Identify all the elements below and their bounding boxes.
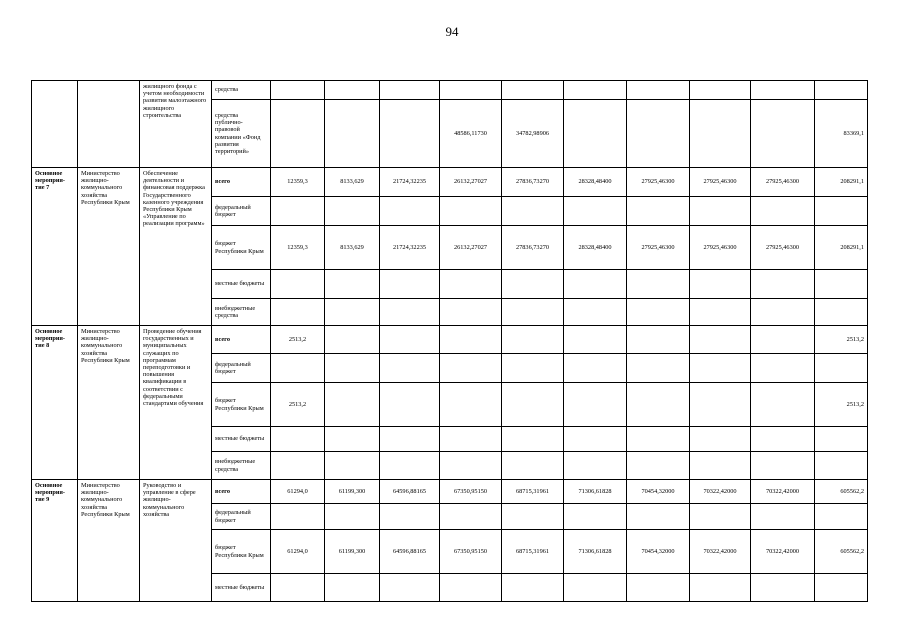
value-cell	[502, 270, 564, 299]
executor-cell	[78, 81, 140, 168]
value-cell	[627, 427, 690, 452]
total-cell: 605562,2	[815, 530, 868, 574]
value-cell: 8133,629	[325, 168, 380, 197]
value-cell	[751, 270, 815, 299]
value-cell: 27925,46300	[690, 168, 751, 197]
table-row	[32, 168, 868, 197]
value-cell: 70322,42000	[751, 530, 815, 574]
value-cell: 67350,95150	[440, 530, 502, 574]
total-cell	[815, 504, 868, 530]
value-cell	[380, 383, 440, 427]
value-cell	[502, 504, 564, 530]
funding-source-cell: федеральный бюджет	[212, 197, 271, 226]
value-cell: 48586,11730	[440, 100, 502, 168]
value-cell	[627, 383, 690, 427]
value-cell	[325, 427, 380, 452]
value-cell: 21724,32235	[380, 168, 440, 197]
table-row	[32, 326, 868, 354]
value-cell	[564, 383, 627, 427]
value-cell: 12359,3	[271, 226, 325, 270]
value-cell	[564, 354, 627, 383]
value-cell	[380, 504, 440, 530]
table-row	[32, 480, 868, 504]
value-cell	[271, 81, 325, 100]
value-cell	[440, 504, 502, 530]
value-cell: 28328,48400	[564, 168, 627, 197]
value-cell	[325, 504, 380, 530]
value-cell	[751, 574, 815, 602]
value-cell: 8133,629	[325, 226, 380, 270]
value-cell	[690, 504, 751, 530]
value-cell	[690, 100, 751, 168]
value-cell	[690, 383, 751, 427]
value-cell	[380, 354, 440, 383]
value-cell: 67350,95150	[440, 480, 502, 504]
value-cell: 27925,46300	[627, 168, 690, 197]
table-row	[32, 81, 868, 100]
value-cell	[440, 299, 502, 326]
funding-source-cell: всего	[212, 326, 271, 354]
page-number: 94	[445, 24, 459, 39]
funding-source-cell: местные бюджеты	[212, 270, 271, 299]
description-cell: Обеспечение деятельности и финансовая поддержка Государственного казенного учреждения Республики Крым «Управление по реализации программ»	[140, 168, 212, 326]
value-cell	[690, 427, 751, 452]
value-cell	[380, 197, 440, 226]
funding-source-cell: средства публично-правовой компании «Фонд развития территорий»	[212, 100, 271, 168]
value-cell	[325, 383, 380, 427]
value-cell	[380, 326, 440, 354]
value-cell	[440, 270, 502, 299]
value-cell	[380, 427, 440, 452]
value-cell	[325, 270, 380, 299]
description-cell: жилищного фонда с учетом необходимости развития малоэтажного жилищного строительства	[140, 81, 212, 168]
funding-source-cell: средства	[212, 81, 271, 100]
value-cell: 68715,31961	[502, 530, 564, 574]
value-cell	[502, 354, 564, 383]
funding-source-cell: федеральный бюджет	[212, 504, 271, 530]
value-cell: 71306,61828	[564, 480, 627, 504]
value-cell: 64596,88165	[380, 530, 440, 574]
total-cell: 2513,2	[815, 383, 868, 427]
value-cell	[564, 270, 627, 299]
value-cell	[271, 100, 325, 168]
value-cell	[564, 574, 627, 602]
value-cell	[502, 197, 564, 226]
funding-source-cell: всего	[212, 480, 271, 504]
value-cell: 70322,42000	[690, 480, 751, 504]
value-cell	[564, 299, 627, 326]
value-cell: 61294,0	[271, 480, 325, 504]
value-cell	[690, 299, 751, 326]
value-cell	[564, 452, 627, 480]
value-cell	[564, 504, 627, 530]
total-cell: 83369,1	[815, 100, 868, 168]
value-cell	[440, 354, 502, 383]
value-cell	[325, 354, 380, 383]
value-cell	[690, 81, 751, 100]
funding-source-cell: бюджет Республики Крым	[212, 383, 271, 427]
value-cell: 61294,0	[271, 530, 325, 574]
value-cell	[380, 574, 440, 602]
value-cell	[564, 81, 627, 100]
value-cell	[564, 326, 627, 354]
value-cell	[564, 197, 627, 226]
value-cell	[440, 383, 502, 427]
value-cell	[564, 427, 627, 452]
value-cell	[690, 574, 751, 602]
value-cell	[271, 452, 325, 480]
value-cell	[440, 326, 502, 354]
budget-table	[31, 80, 868, 602]
value-cell	[380, 100, 440, 168]
value-cell	[751, 299, 815, 326]
value-cell	[751, 504, 815, 530]
value-cell	[690, 326, 751, 354]
description-cell: Проведение обучения государственных и муниципальных служащих по программам переподготовки и повышения квалификации в соответствии с федеральными стандартами обучения	[140, 326, 212, 480]
value-cell	[751, 452, 815, 480]
value-cell	[271, 427, 325, 452]
value-cell	[502, 452, 564, 480]
value-cell: 70322,42000	[751, 480, 815, 504]
total-cell	[815, 427, 868, 452]
value-cell	[325, 574, 380, 602]
value-cell	[564, 100, 627, 168]
value-cell	[502, 326, 564, 354]
total-cell	[815, 197, 868, 226]
value-cell	[440, 574, 502, 602]
value-cell: 26132,27027	[440, 168, 502, 197]
value-cell	[627, 270, 690, 299]
value-cell: 27836,73270	[502, 226, 564, 270]
value-cell	[751, 81, 815, 100]
value-cell	[690, 270, 751, 299]
value-cell: 27925,46300	[751, 226, 815, 270]
total-cell: 208291,1	[815, 168, 868, 197]
value-cell	[380, 270, 440, 299]
value-cell	[380, 81, 440, 100]
value-cell	[502, 427, 564, 452]
total-cell: 208291,1	[815, 226, 868, 270]
value-cell	[627, 326, 690, 354]
value-cell	[502, 383, 564, 427]
value-cell	[690, 452, 751, 480]
total-cell	[815, 270, 868, 299]
value-cell: 71306,61828	[564, 530, 627, 574]
value-cell: 2513,2	[271, 326, 325, 354]
value-cell	[502, 299, 564, 326]
value-cell	[751, 354, 815, 383]
value-cell	[325, 299, 380, 326]
value-cell	[690, 197, 751, 226]
value-cell	[627, 354, 690, 383]
value-cell: 12359,3	[271, 168, 325, 197]
value-cell: 27925,46300	[751, 168, 815, 197]
funding-source-cell: бюджет Республики Крым	[212, 530, 271, 574]
total-cell	[815, 299, 868, 326]
value-cell: 27925,46300	[627, 226, 690, 270]
funding-source-cell: местные бюджеты	[212, 574, 271, 602]
value-cell	[271, 354, 325, 383]
value-cell: 26132,27027	[440, 226, 502, 270]
activity-label: Основное мероприя-тие 8	[32, 326, 78, 480]
funding-source-cell: внебюджетные средства	[212, 452, 271, 480]
activity-label: Основное мероприя-тие 9	[32, 480, 78, 602]
value-cell	[440, 197, 502, 226]
activity-label	[32, 81, 78, 168]
activity-label: Основное мероприя-тие 7	[32, 168, 78, 326]
value-cell	[627, 197, 690, 226]
value-cell: 70454,32000	[627, 480, 690, 504]
value-cell	[380, 299, 440, 326]
value-cell	[502, 81, 564, 100]
value-cell	[751, 100, 815, 168]
value-cell	[627, 81, 690, 100]
total-cell: 2513,2	[815, 326, 868, 354]
value-cell	[502, 574, 564, 602]
value-cell	[271, 574, 325, 602]
total-cell	[815, 574, 868, 602]
value-cell: 27836,73270	[502, 168, 564, 197]
description-cell: Руководство и управление в сфере жилищно-коммунального хозяйства	[140, 480, 212, 602]
value-cell: 34782,98906	[502, 100, 564, 168]
value-cell	[751, 383, 815, 427]
value-cell	[380, 452, 440, 480]
value-cell	[325, 81, 380, 100]
value-cell	[440, 427, 502, 452]
value-cell: 70454,32000	[627, 530, 690, 574]
value-cell: 28328,48400	[564, 226, 627, 270]
value-cell	[271, 299, 325, 326]
value-cell	[751, 427, 815, 452]
executor-cell: Министерство жилищно-коммунального хозяйства Республики Крым	[78, 480, 140, 602]
total-cell	[815, 354, 868, 383]
value-cell: 68715,31961	[502, 480, 564, 504]
value-cell	[325, 197, 380, 226]
value-cell: 2513,2	[271, 383, 325, 427]
total-cell: 605562,2	[815, 480, 868, 504]
funding-source-cell: внебюджетные средства	[212, 299, 271, 326]
value-cell	[690, 354, 751, 383]
value-cell: 21724,32235	[380, 226, 440, 270]
funding-source-cell: всего	[212, 168, 271, 197]
value-cell: 64596,88165	[380, 480, 440, 504]
value-cell	[271, 504, 325, 530]
value-cell	[325, 326, 380, 354]
value-cell	[627, 100, 690, 168]
value-cell	[440, 81, 502, 100]
value-cell	[751, 326, 815, 354]
value-cell	[440, 452, 502, 480]
funding-source-cell: федеральный бюджет	[212, 354, 271, 383]
value-cell	[325, 100, 380, 168]
total-cell	[815, 81, 868, 100]
value-cell	[271, 197, 325, 226]
value-cell	[325, 452, 380, 480]
value-cell: 27925,46300	[690, 226, 751, 270]
value-cell	[627, 504, 690, 530]
value-cell	[271, 270, 325, 299]
funding-source-cell: бюджет Республики Крым	[212, 226, 271, 270]
total-cell	[815, 452, 868, 480]
value-cell: 61199,300	[325, 480, 380, 504]
value-cell	[751, 197, 815, 226]
value-cell: 61199,300	[325, 530, 380, 574]
funding-source-cell: местные бюджеты	[212, 427, 271, 452]
value-cell	[627, 299, 690, 326]
value-cell	[627, 574, 690, 602]
executor-cell: Министерство жилищно-коммунального хозяйства Республики Крым	[78, 326, 140, 480]
value-cell	[627, 452, 690, 480]
executor-cell: Министерство жилищно-коммунального хозяйства Республики Крым	[78, 168, 140, 326]
value-cell: 70322,42000	[690, 530, 751, 574]
